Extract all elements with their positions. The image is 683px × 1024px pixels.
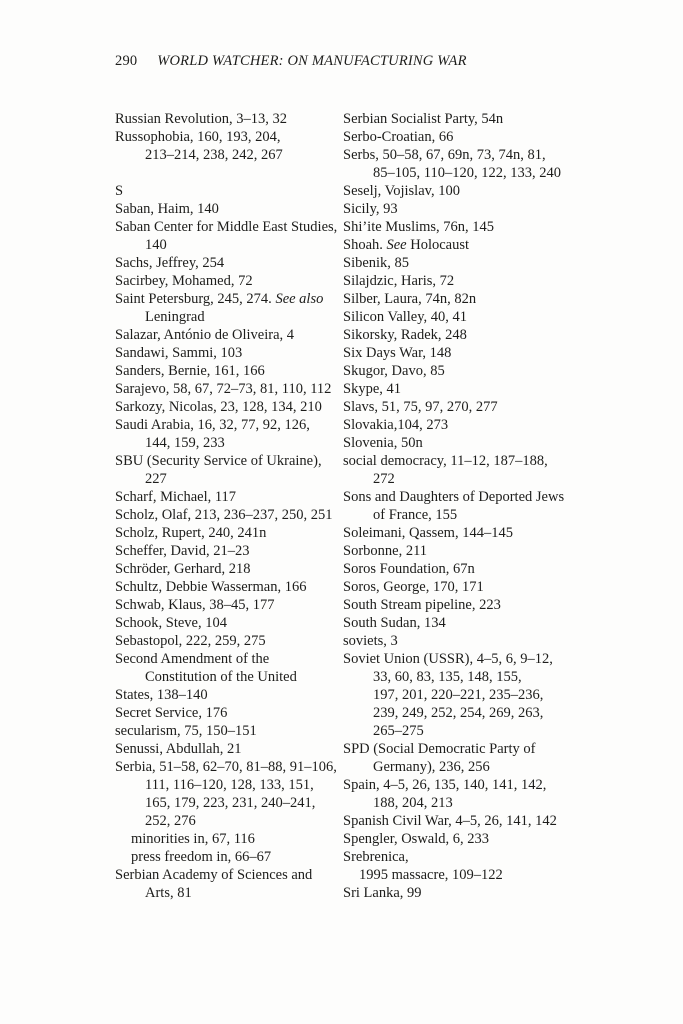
index-entry-line: [115, 290, 347, 308]
index-entry-line: Scholz, Olaf, 213, 236–237, 250, 251: [115, 507, 333, 523]
index-continuation-line: of France, 155: [373, 507, 458, 523]
index-continuation-line: Constitution of the United: [145, 669, 297, 685]
index-entry-line: Sanders, Bernie, 161, 166: [115, 363, 265, 379]
section-letter: S: [115, 183, 124, 199]
cross-reference-text: See also: [275, 291, 324, 307]
index-entry-line: Soleimani, Qassem, 144–145: [343, 525, 513, 541]
index-entry-line: Silber, Laura, 74n, 82n: [343, 291, 477, 307]
index-entry-line: Slovenia, 50n: [343, 435, 423, 451]
index-entry-line: Sorbonne, 211: [343, 543, 428, 559]
index-entry-line: secularism, 75, 150–151: [115, 723, 257, 739]
index-right-column: [343, 110, 589, 902]
index-entry-line: Scheffer, David, 21–23: [115, 543, 250, 559]
index-entry-line: Serbia, 51–58, 62–70, 81–88, 91–106,: [115, 759, 337, 775]
index-continuation-line: 213–214, 238, 242, 267: [145, 147, 283, 163]
index-entry-line: Sri Lanka, 99: [343, 885, 422, 901]
index-entry-line: Saudi Arabia, 16, 32, 77, 92, 126,: [115, 417, 310, 433]
index-entry-line: Serbian Academy of Sciences and: [115, 867, 313, 883]
index-entry-line: States, 138–140: [115, 687, 208, 703]
index-entry-line: Srebrenica,: [343, 849, 409, 865]
index-continuation-line: 272: [373, 471, 395, 487]
index-entry-line: Spain, 4–5, 26, 135, 140, 141, 142,: [343, 777, 547, 793]
index-entry-line: Slavs, 51, 75, 97, 270, 277: [343, 399, 498, 415]
index-entry-line: Sachs, Jeffrey, 254: [115, 255, 225, 271]
index-entry-line: Second Amendment of the: [115, 651, 270, 667]
index-continuation-line: 265–275: [373, 723, 424, 739]
index-entry-line: Salazar, António de Oliveira, 4: [115, 327, 295, 343]
index-entry-line: Silajdzic, Haris, 72: [343, 273, 455, 289]
index-continuation-line: 144, 159, 233: [145, 435, 225, 451]
index-entry-line: social democracy, 11–12, 187–188,: [343, 453, 548, 469]
index-entry-line: Sikorsky, Radek, 248: [343, 327, 467, 343]
index-entry-line: Soros Foundation, 67n: [343, 561, 475, 577]
index-entry-line: Seselj, Vojislav, 100: [343, 183, 460, 199]
index-continuation-line: 239, 249, 252, 254, 269, 263,: [373, 705, 544, 721]
index-continuation-line: 85–105, 110–120, 122, 133, 240: [373, 165, 561, 181]
index-entry-line: SBU (Security Service of Ukraine),: [115, 453, 322, 469]
index-entry-line: Slovakia,104, 273: [343, 417, 449, 433]
cross-reference-text: See: [386, 237, 407, 253]
index-entry-line: Russophobia, 160, 193, 204,: [115, 129, 281, 145]
index-continuation-line: 188, 204, 213: [373, 795, 453, 811]
index-entry-line: Skugor, Davo, 85: [343, 363, 445, 379]
index-entry-line: Sarajevo, 58, 67, 72–73, 81, 110, 112: [115, 381, 332, 397]
index-subentry-line: minorities in, 67, 116: [131, 831, 255, 847]
index-entry-line: Scholz, Rupert, 240, 241n: [115, 525, 267, 541]
entry-text: Shoah.: [343, 237, 387, 253]
index-entry-line: Soviet Union (USSR), 4–5, 6, 9–12,: [343, 651, 553, 667]
index-entry-line: Schröder, Gerhard, 218: [115, 561, 251, 577]
index-entry-line: Senussi, Abdullah, 21: [115, 741, 242, 757]
index-continuation-line: Germany), 236, 256: [373, 759, 490, 775]
index-continuation-line: 252, 276: [145, 813, 196, 829]
index-entry-line: Serbian Socialist Party, 54n: [343, 111, 504, 127]
entry-text: Saint Petersburg, 245, 274.: [115, 291, 276, 307]
index-entry-line: Schook, Steve, 104: [115, 615, 227, 631]
index-entry-line: Soros, George, 170, 171: [343, 579, 484, 595]
index-entry-line: Scharf, Michael, 117: [115, 489, 237, 505]
index-entry-line: soviets, 3: [343, 633, 398, 649]
index-continuation-line: Leningrad: [145, 309, 205, 325]
index-continuation-line: 140: [145, 237, 167, 253]
index-entry-line: Spengler, Oswald, 6, 233: [343, 831, 490, 847]
index-subentry-line: 1995 massacre, 109–122: [359, 867, 503, 883]
index-continuation-line: 111, 116–120, 128, 133, 151,: [145, 777, 314, 793]
index-continuation-line: 165, 179, 223, 231, 240–241,: [145, 795, 316, 811]
index-entry-line: Sebastopol, 222, 259, 275: [115, 633, 266, 649]
index-entry-line: Silicon Valley, 40, 41: [343, 309, 468, 325]
index-entry-line: SPD (Social Democratic Party of: [343, 741, 536, 757]
index-entry-line: Sons and Daughters of Deported Jews: [343, 489, 565, 505]
index-entry-line: Schultz, Debbie Wasserman, 166: [115, 579, 307, 595]
running-head: [115, 53, 467, 70]
page-number: 290: [115, 53, 138, 69]
index-entry-line: Sacirbey, Mohamed, 72: [115, 273, 253, 289]
index-entry-line: Sicily, 93: [343, 201, 398, 217]
entry-text: Holocaust: [406, 237, 470, 253]
running-title: WORLD WATCHER: ON MANUFACTURING WAR: [157, 53, 467, 69]
index-entry-line: Skype, 41: [343, 381, 401, 397]
index-continuation-line: 197, 201, 220–221, 235–236,: [373, 687, 544, 703]
index-entry-line: Sibenik, 85: [343, 255, 410, 271]
index-entry-line: Serbs, 50–58, 67, 69n, 73, 74n, 81,: [343, 147, 546, 163]
index-subentry-line: press freedom in, 66–67: [131, 849, 272, 865]
index-continuation-line: Arts, 81: [145, 885, 192, 901]
index-entry-line: South Stream pipeline, 223: [343, 597, 501, 613]
blank-line: [115, 164, 347, 182]
index-entry-line: [343, 236, 589, 254]
index-entry-line: Six Days War, 148: [343, 345, 452, 361]
index-continuation-line: 227: [145, 471, 167, 487]
index-entry-line: Serbo-Croatian, 66: [343, 129, 454, 145]
index-entry-line: Sandawi, Sammi, 103: [115, 345, 243, 361]
index-entry-line: Secret Service, 176: [115, 705, 228, 721]
index-entry-line: Schwab, Klaus, 38–45, 177: [115, 597, 275, 613]
index-entry-line: Russian Revolution, 3–13, 32: [115, 111, 287, 127]
index-entry-line: Saban, Haim, 140: [115, 201, 219, 217]
index-left-column: [115, 110, 347, 902]
index-entry-line: Saban Center for Middle East Studies,: [115, 219, 338, 235]
index-entry-line: South Sudan, 134: [343, 615, 446, 631]
index-continuation-line: 33, 60, 83, 135, 148, 155,: [373, 669, 522, 685]
index-entry-line: Sarkozy, Nicolas, 23, 128, 134, 210: [115, 399, 322, 415]
index-entry-line: Shi’ite Muslims, 76n, 145: [343, 219, 495, 235]
index-entry-line: Spanish Civil War, 4–5, 26, 141, 142: [343, 813, 557, 829]
